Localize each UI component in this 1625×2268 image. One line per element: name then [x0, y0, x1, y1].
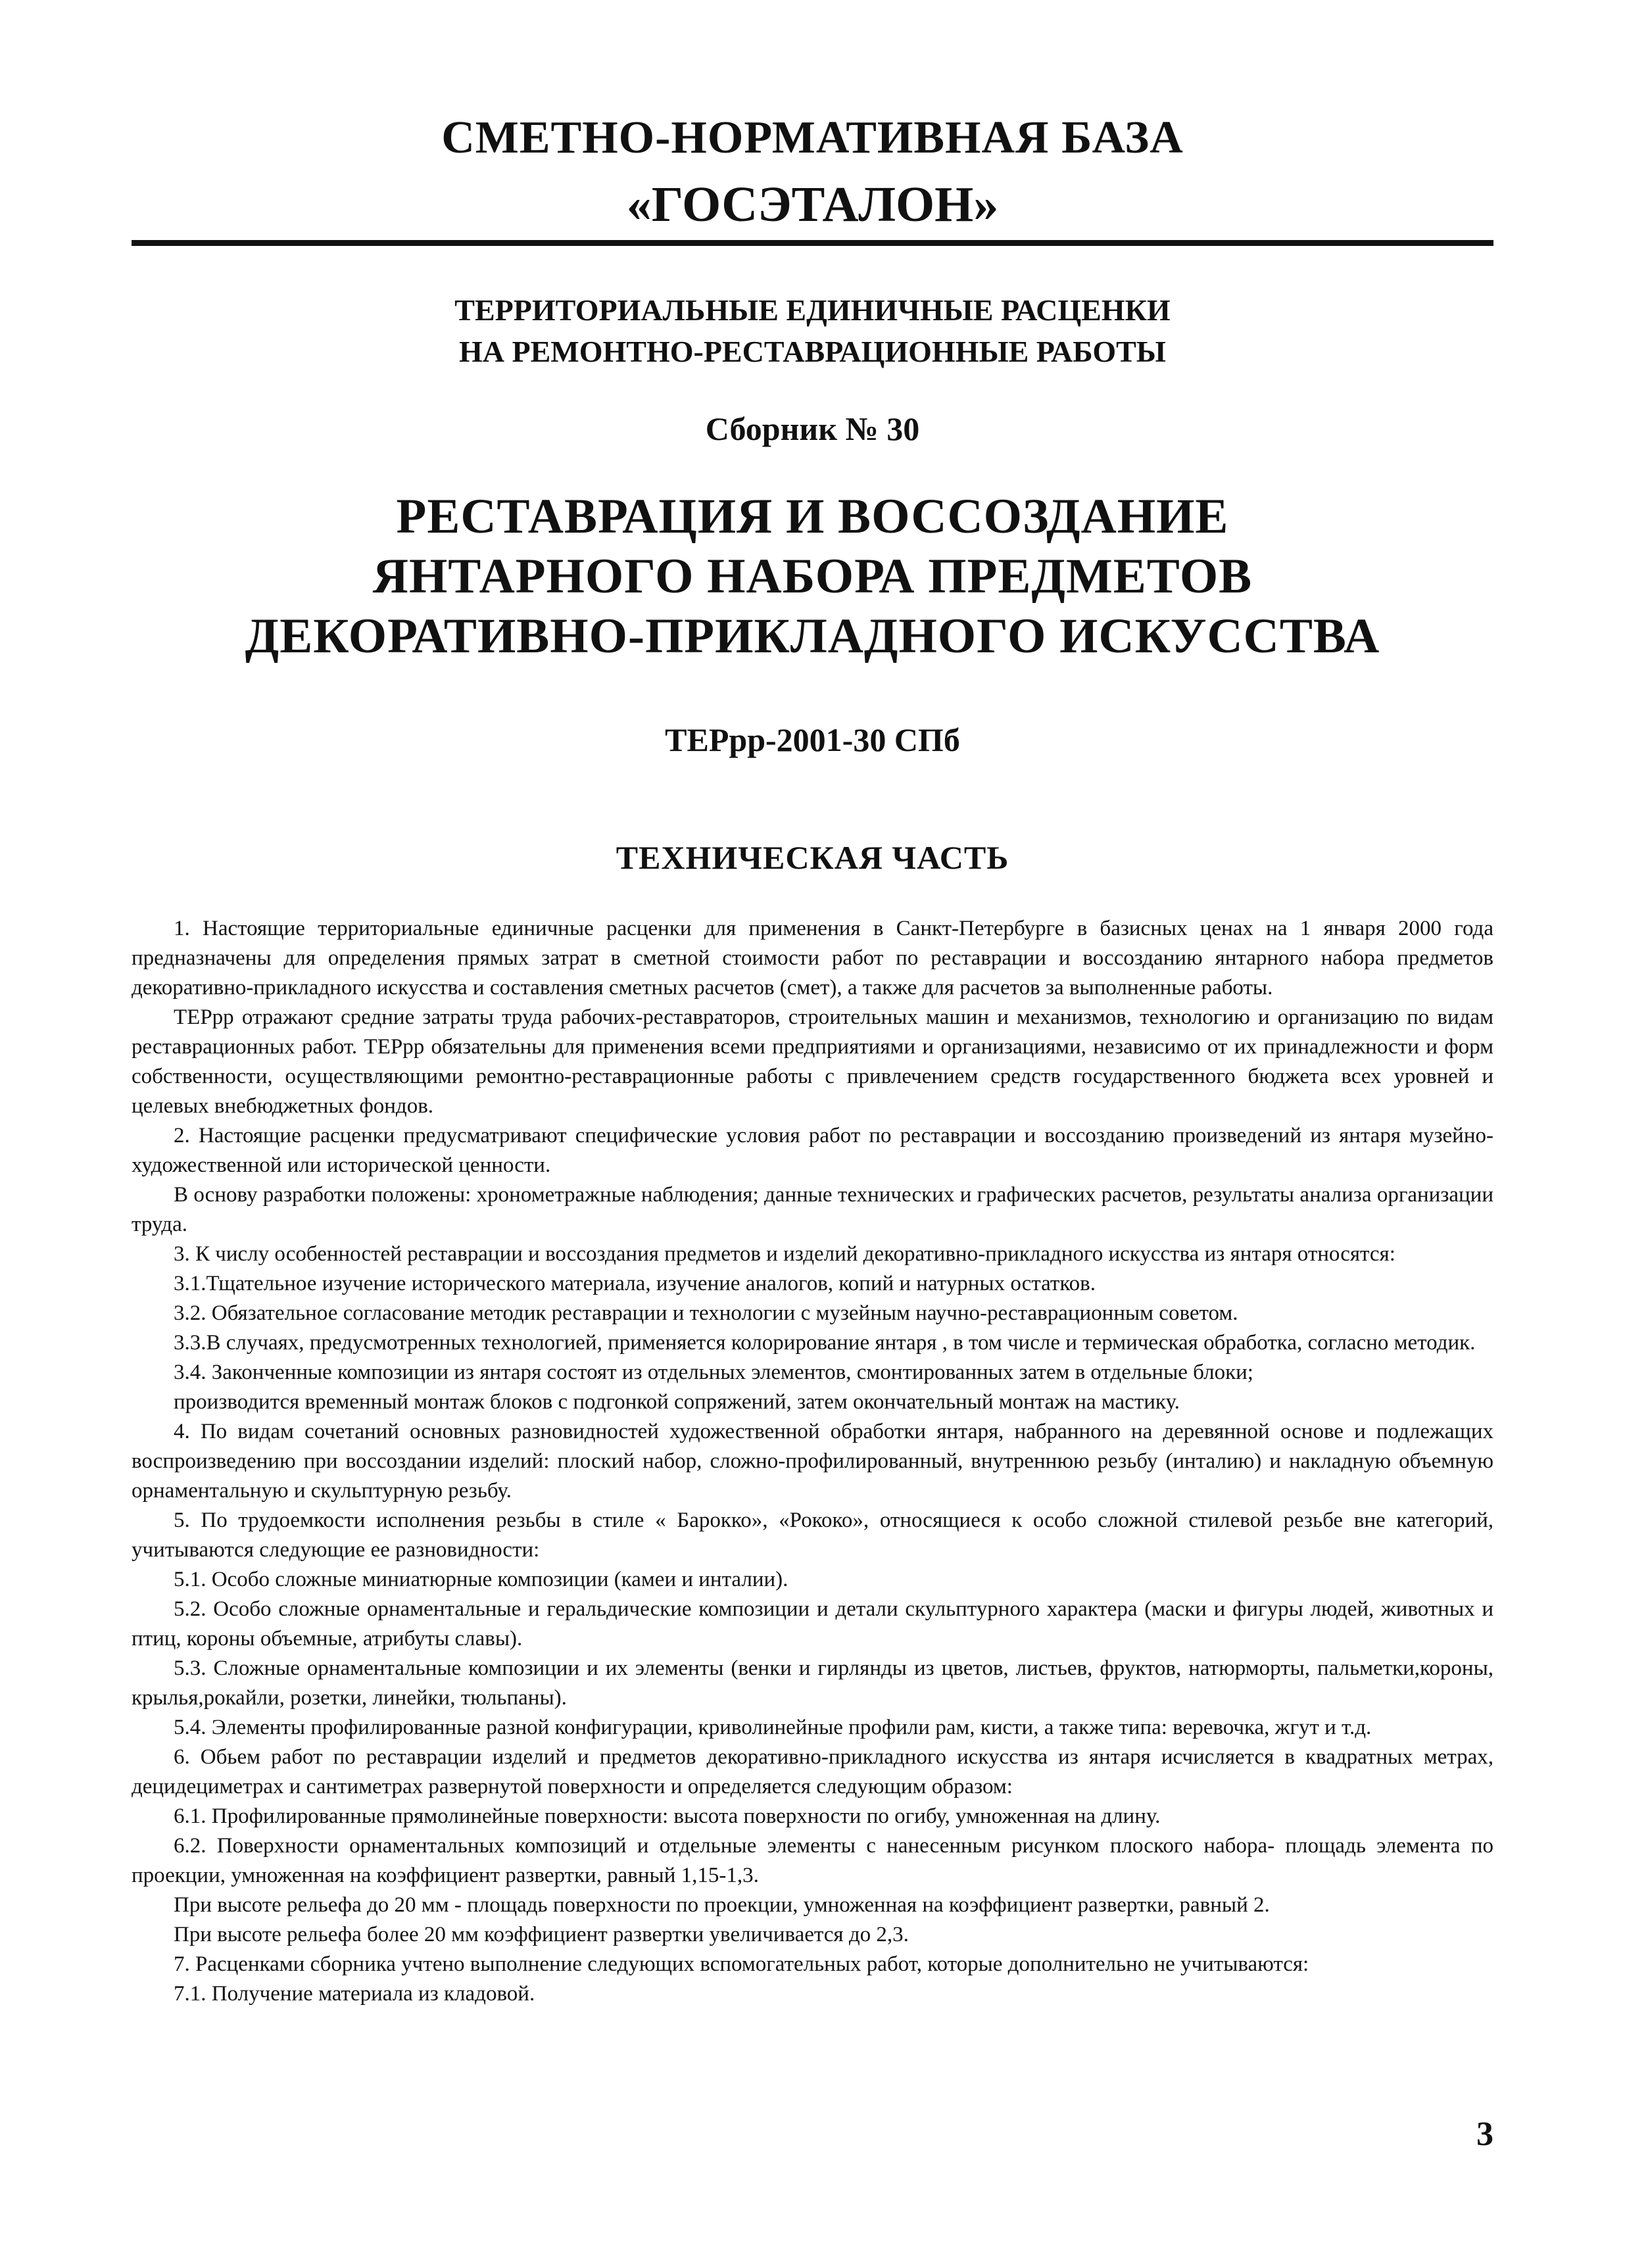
subtitle-line-1: ТЕРРИТОРИАЛЬНЫЕ ЕДИНИЧНЫЕ РАСЦЕНКИ [454, 293, 1171, 327]
paragraph: ТЕРрр отражают средние затраты труда рабочих-реставраторов, строительных машин и механизмов, технологию и организацию по видам реставрационных работ. ТЕРрр обязательны для применения всеми предприятиями и организациями, независимо от их принадлежности и форм собственности, осуществляющими ремонтно-реставрационные работы с привлечением средств государственного бюджета всех уровней и целевых внебюджетных фондов. [132, 1005, 1493, 1118]
collection-number: Сборник № 30 [705, 410, 920, 447]
paragraph: В основу разработки положены: хронометражные наблюдения; данные технических и графических расчетов, результаты анализа организации труда. [132, 1183, 1493, 1236]
paragraph: 3.2. Обязательное согласование методик реставрации и технологии с музейным научно-реставрационным советом. [174, 1301, 1238, 1325]
header-base-title: СМЕТНО-НОРМАТИВНАЯ БАЗА [441, 112, 1184, 163]
paragraph: 5.4. Элементы профилированные разной конфигурации, криволинейные профили рам, кисти, а также типа: веревочка, жгут и т.д. [174, 1716, 1372, 1739]
paragraph: 6.2. Поверхности орнаментальных композиций и отдельные элементы с нанесенным рисунком плоского набора- площадь элемента по проекции, умноженная на коэффициент развертки, равный 1,15-1,3. [132, 1834, 1493, 1887]
document-title [0, 487, 1625, 666]
paragraph: 6. Обьем работ по реставрации изделий и предметов декоративно-прикладного искусства из янтаря исчисляется в квадратных метрах, децидециметрах и сантиметрах развернутой поверхности и определяется следующим образом: [132, 1745, 1493, 1798]
paragraph: 5.1. Особо сложные миниатюрные композиции (камеи и инталии). [174, 1568, 788, 1591]
document-subtitle [0, 289, 1625, 372]
paragraph: 3.1.Тщательное изучение исторического материала, изучение аналогов, копий и натурных остатков. [174, 1272, 1096, 1295]
title-line-2: ЯНТАРНОГО НАБОРА ПРЕДМЕТОВ [372, 549, 1253, 604]
paragraph: 5.2. Особо сложные орнаментальные и геральдические композиции и детали скульптурного характера (маски и фигуры людей, животных и птиц, короны объемные, атрибуты славы). [132, 1597, 1493, 1651]
paragraph: 3. К числу особенностей реставрации и воссоздания предметов и изделий декоративно-прикладного искусства из янтаря относятся: [174, 1242, 1395, 1266]
subtitle-line-2: НА РЕМОНТНО-РЕСТАВРАЦИОННЫЕ РАБОТЫ [459, 335, 1166, 368]
paragraph: 4. По видам сочетаний основных разновидностей художественной обработки янтаря, набранного на деревянной основе и подлежащих воспроизведению при воссоздании изделий: плоский набор, сложно-профилированный, внутреннюю резьбу (инталию) и накладную объемную орнаментальную и скульптурную резьбу. [132, 1420, 1493, 1503]
title-line-3: ДЕКОРАТИВНО-ПРИКЛАДНОГО ИСКУССТВА [245, 609, 1380, 664]
document-code: ТЕРрр-2001-30 СПб [665, 721, 960, 758]
paragraph: 1. Настоящие территориальные единичные расценки для применения в Санкт-Петербурге в базисных ценах на 1 января 2000 года предназначены для определения прямых затрат в сметной стоимости работ по реставрации и воссозданию янтарного набора предметов декоративно-прикладного искусства и составления сметных расчетов (смет), а также для расчетов за выполненные работы. [132, 917, 1493, 1000]
paragraph: 2. Настоящие расценки предусматривают специфические условия работ по реставрации и воссозданию произведений из янтаря музейно-художественной или исторической ценности. [132, 1124, 1493, 1177]
paragraph: 3.4. Законченные композиции из янтаря состоят из отдельных элементов, смонтированных затем в отдельные блоки; [174, 1361, 1253, 1384]
title-line-1: РЕСТАВРАЦИЯ И ВОССОЗДАНИЕ [396, 489, 1229, 544]
header-divider [132, 240, 1493, 246]
paragraph: При высоте рельефа до 20 мм - площадь поверхности по проекции, умноженная на коэффициент развертки, равный 2. [174, 1893, 1270, 1917]
section-title: ТЕХНИЧЕСКАЯ ЧАСТЬ [616, 839, 1009, 876]
page-number: 3 [1476, 2115, 1493, 2153]
header-brand-title: «ГОСЭТАЛОН» [626, 177, 999, 232]
body-text [132, 914, 1493, 2009]
paragraph: 5.3. Сложные орнаментальные композиции и их элементы (венки и гирлянды из цветов, листьев, фруктов, натюрморты, пальметки,короны, крылья,рокайли, розетки, линейки, тюльпаны). [132, 1656, 1493, 1710]
paragraph: При высоте рельефа более 20 мм коэффициент развертки увеличивается до 2,3. [174, 1923, 909, 1946]
paragraph: 7. Расценками сборника учтено выполнение следующих вспомогательных работ, которые дополнительно не учитываются: [174, 1952, 1309, 1976]
paragraph: 7.1. Получение материала из кладовой. [174, 1982, 535, 2006]
paragraph: производится временный монтаж блоков с подгонкой сопряжений, затем окончательный монтаж на мастику. [174, 1390, 1180, 1414]
paragraph: 3.3.В случаях, предусмотренных технологией, применяется колорирование янтаря , в том числе и термическая обработка, согласно методик. [174, 1331, 1476, 1355]
paragraph: 5. По трудоемкости исполнения резьбы в стиле « Барокко», «Рококо», относящиеся к особо сложной стилевой резьбе вне категорий, учитываются следующие ее разновидности: [132, 1508, 1493, 1562]
paragraph: 6.1. Профилированные прямолинейные поверхности: высота поверхности по огибу, умноженная на длину. [174, 1804, 1161, 1828]
